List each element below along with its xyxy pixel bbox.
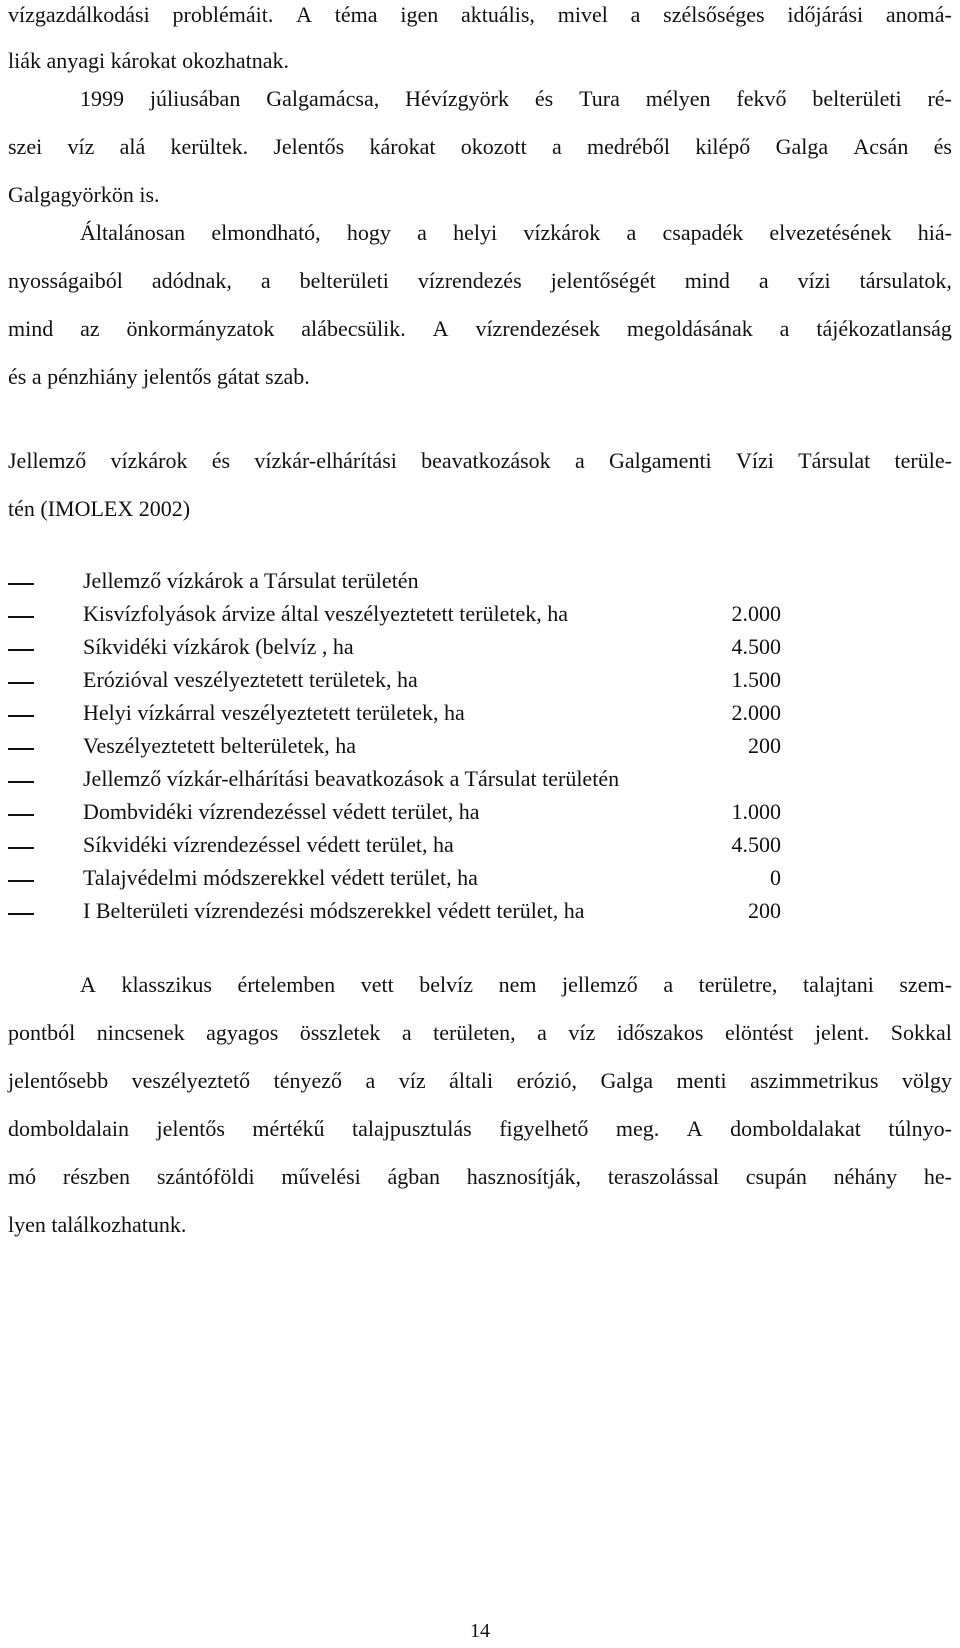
word: fekvő: [736, 86, 787, 111]
word: téma: [334, 2, 378, 27]
word: Tura: [579, 86, 620, 111]
paragraph-5: [8, 972, 952, 1260]
word: a: [401, 1020, 412, 1045]
word: csapadék: [662, 220, 744, 245]
list-item: [8, 865, 808, 898]
word: szem-: [899, 972, 952, 997]
dash-bullet-icon: [8, 682, 34, 684]
word: vett: [360, 972, 394, 997]
word: nyosságaiból: [8, 268, 123, 293]
word: területen,: [433, 1020, 516, 1045]
word: társulatok,: [859, 268, 952, 293]
word: jelent.: [814, 1020, 870, 1045]
word: he-: [923, 1164, 952, 1189]
list-intro-line-1: [8, 448, 952, 496]
word: vízgazdálkodási: [8, 2, 150, 27]
word: problémáit.: [172, 2, 274, 27]
word: aktuális,: [461, 2, 535, 27]
list-item-value: 4.500: [731, 832, 781, 857]
vizkar-list: [8, 568, 808, 931]
word: Galgamenti: [609, 448, 712, 473]
dash-bullet-icon: [8, 913, 34, 915]
word: az: [80, 316, 100, 341]
word: vízrendezés: [417, 268, 522, 293]
word: vízkár-elhárítási: [254, 448, 397, 473]
paragraph-3-line-3: [8, 316, 952, 364]
word: a: [630, 2, 641, 27]
word: Jellemző: [8, 448, 87, 473]
word: értelemben: [237, 972, 336, 997]
word: jelentőségét: [550, 268, 656, 293]
list-item: [8, 799, 808, 832]
word: általi: [449, 1068, 494, 1093]
word: teraszolással: [607, 1164, 719, 1189]
word: megoldásának: [626, 316, 753, 341]
list-item-label: I Belterületi vízrendezési módszerekkel védett terület, ha: [83, 898, 585, 923]
paragraph-2-line-3: Galgagyörkön is.: [8, 182, 160, 207]
word: medréből: [586, 134, 671, 159]
word: mélyen: [645, 86, 711, 111]
dash-bullet-icon: [8, 880, 34, 882]
word: önkormányzatok: [126, 316, 275, 341]
word: A: [80, 972, 96, 997]
word: okozott: [460, 134, 527, 159]
word: Sokkal: [890, 1020, 952, 1045]
word: jelentős: [156, 1116, 225, 1141]
dash-bullet-icon: [8, 847, 34, 849]
list-item-label: Kisvízfolyások árvize által veszélyeztetett területek, ha: [83, 601, 568, 626]
word: domboldalakat: [730, 1116, 861, 1141]
word: elmondható,: [211, 220, 321, 245]
word: károkat: [369, 134, 436, 159]
word: talajpusztulás: [351, 1116, 472, 1141]
word: a: [365, 1068, 376, 1093]
paragraph-2: [8, 86, 952, 230]
list-item-label: Veszélyeztetett belterületek, ha: [83, 733, 357, 758]
list-item-value: 1.000: [731, 799, 781, 824]
word: beavatkozások: [421, 448, 551, 473]
word: a: [551, 134, 562, 159]
word: nincsenek: [96, 1020, 185, 1045]
word: Vízi: [735, 448, 774, 473]
list-item: [8, 898, 808, 931]
word: elvezetésének: [769, 220, 892, 245]
paragraph-5-line-6: lyen találkozhatunk.: [8, 1212, 187, 1237]
list-item-value: 2.000: [731, 700, 781, 725]
list-item-label: Erózióval veszélyeztetett területek, ha: [83, 667, 418, 692]
word: szántóföldi: [156, 1164, 255, 1189]
word: klasszikus: [121, 972, 212, 997]
word: a: [663, 972, 674, 997]
paragraph-5-line-5: [8, 1164, 952, 1212]
word: és: [933, 134, 952, 159]
list-item-label: Helyi vízkárral veszélyeztetett területek, ha: [83, 700, 465, 725]
paragraph-5-line-4: [8, 1116, 952, 1164]
word: pontból: [8, 1020, 76, 1045]
word: és: [211, 448, 231, 473]
word: jelentősebb: [8, 1068, 109, 1093]
list-item-value: 1.500: [731, 667, 781, 692]
word: művelési: [281, 1164, 361, 1189]
word: csupán: [745, 1164, 807, 1189]
page-number: 14: [470, 1620, 490, 1642]
word: A: [686, 1116, 703, 1141]
dash-bullet-icon: [8, 715, 34, 717]
word: domboldalain: [8, 1116, 129, 1141]
word: Galgamácsa,: [266, 86, 380, 111]
word: kilépő: [695, 134, 751, 159]
word: Galga: [775, 134, 829, 159]
word: adódnak,: [151, 268, 232, 293]
word: a: [260, 268, 271, 293]
list-item: [8, 766, 808, 799]
word: víz: [568, 1020, 596, 1045]
word: és: [534, 86, 554, 111]
dash-bullet-icon: [8, 616, 34, 618]
paragraph-5-line-1: [8, 972, 952, 1020]
word: mértékű: [252, 1116, 325, 1141]
paragraph-3: [8, 220, 952, 412]
paragraph-2-line-2: [8, 134, 952, 182]
list-item-label: Síkvidéki vízrendezéssel védett terület, ha: [83, 832, 454, 857]
word: A: [296, 2, 312, 27]
word: összletek: [299, 1020, 381, 1045]
paragraph-5-line-2: [8, 1020, 952, 1068]
word: túlnyo-: [888, 1116, 952, 1141]
list-item: [8, 601, 808, 634]
word: vízrendezések: [475, 316, 601, 341]
word: Általánosan: [80, 220, 186, 245]
word: menti: [676, 1068, 727, 1093]
word: agyagos: [206, 1020, 279, 1045]
word: veszélyeztető: [131, 1068, 251, 1093]
word: alábecsülik.: [301, 316, 406, 341]
word: a: [417, 220, 427, 245]
dash-bullet-icon: [8, 649, 34, 651]
list-item: [8, 700, 808, 733]
word: időjárási: [787, 2, 864, 27]
list-item-label: Dombvidéki vízrendezéssel védett terület, ha: [83, 799, 480, 824]
word: igen: [400, 2, 439, 27]
list-item-label: Jellemző vízkárok a Társulat területén: [83, 568, 419, 593]
word: területre,: [698, 972, 778, 997]
list-item-value: 2.000: [731, 601, 781, 626]
paragraph-1-line-2: liák anyagi károkat okozhatnak.: [8, 48, 290, 73]
list-item-label: Jellemző vízkár-elhárítási beavatkozások a Társulat területén: [83, 766, 620, 791]
paragraph-3-line-1: [8, 220, 952, 268]
list-item-value: 0: [770, 865, 781, 890]
word: terüle-: [894, 448, 952, 473]
word: időszakos: [616, 1020, 704, 1045]
paragraph-2-line-1: [8, 86, 952, 134]
list-item-label: Talajvédelmi módszerekkel védett terület, ha: [83, 865, 478, 890]
list-item: [8, 568, 808, 601]
word: talajtani: [802, 972, 874, 997]
dash-bullet-icon: [8, 781, 34, 783]
word: nem: [498, 972, 537, 997]
word: ágban: [387, 1164, 441, 1189]
word: Hévízgyörk: [405, 86, 509, 111]
word: mó: [8, 1164, 37, 1189]
word: a: [779, 316, 790, 341]
word: meg.: [615, 1116, 660, 1141]
paragraph-1-line-1: [8, 2, 952, 48]
word: vízi: [797, 268, 831, 293]
word: a: [537, 1020, 547, 1045]
word: hiá-: [917, 220, 952, 245]
word: belvíz: [419, 972, 474, 997]
word: tényező: [273, 1068, 343, 1093]
word: ré-: [927, 86, 952, 111]
list-intro: [8, 448, 952, 544]
word: A: [432, 316, 449, 341]
word: figyelhető: [499, 1116, 589, 1141]
list-item: [8, 733, 808, 766]
word: anomá-: [885, 2, 952, 27]
word: Galga: [600, 1068, 654, 1093]
word: mivel: [557, 2, 608, 27]
word: elöntést: [724, 1020, 794, 1045]
word: a: [758, 268, 769, 293]
word: mind: [684, 268, 730, 293]
word: vízkárok: [110, 448, 188, 473]
word: jellemző: [562, 972, 638, 997]
word: vízkárok: [523, 220, 601, 245]
paragraph-1: [8, 2, 952, 94]
dash-bullet-icon: [8, 583, 34, 585]
word: Acsán: [853, 134, 909, 159]
word: Társulat: [798, 448, 871, 473]
list-item: [8, 667, 808, 700]
paragraph-3-line-2: [8, 268, 952, 316]
word: júliusában: [149, 86, 241, 111]
word: helyi: [453, 220, 498, 245]
list-item: [8, 634, 808, 667]
list-item-label: Síkvidéki vízkárok (belvíz , ha: [83, 634, 354, 659]
word: kerültek.: [170, 134, 249, 159]
word: 1999: [80, 86, 124, 111]
word: völgy: [901, 1068, 952, 1093]
word: a: [626, 220, 637, 245]
dash-bullet-icon: [8, 748, 34, 750]
word: szélsőséges: [663, 2, 765, 27]
word: a: [574, 448, 585, 473]
word: erózió,: [516, 1068, 578, 1093]
word: víz: [67, 134, 95, 159]
word: belterületi: [812, 86, 902, 111]
word: mind: [8, 316, 54, 341]
list-item-value: 200: [748, 898, 781, 923]
list-intro-line-2: tén (IMOLEX 2002): [8, 496, 191, 521]
word: hasznosítják,: [466, 1164, 582, 1189]
word: néhány: [833, 1164, 898, 1189]
list-item-value: 4.500: [731, 634, 781, 659]
word: részben: [62, 1164, 131, 1189]
word: belterületi: [299, 268, 389, 293]
word: aszimmetrikus: [750, 1068, 879, 1093]
word: alá: [119, 134, 146, 159]
word: víz: [398, 1068, 426, 1093]
list-item-value: 200: [748, 733, 781, 758]
paragraph-5-line-3: [8, 1068, 952, 1116]
word: hogy: [346, 220, 391, 245]
list-item: [8, 832, 808, 865]
word: tájékozatlanság: [816, 316, 952, 341]
word: szei: [8, 134, 43, 159]
paragraph-3-line-4: és a pénzhiány jelentős gátat szab.: [8, 364, 310, 389]
word: Jelentős: [273, 134, 345, 159]
dash-bullet-icon: [8, 814, 34, 816]
